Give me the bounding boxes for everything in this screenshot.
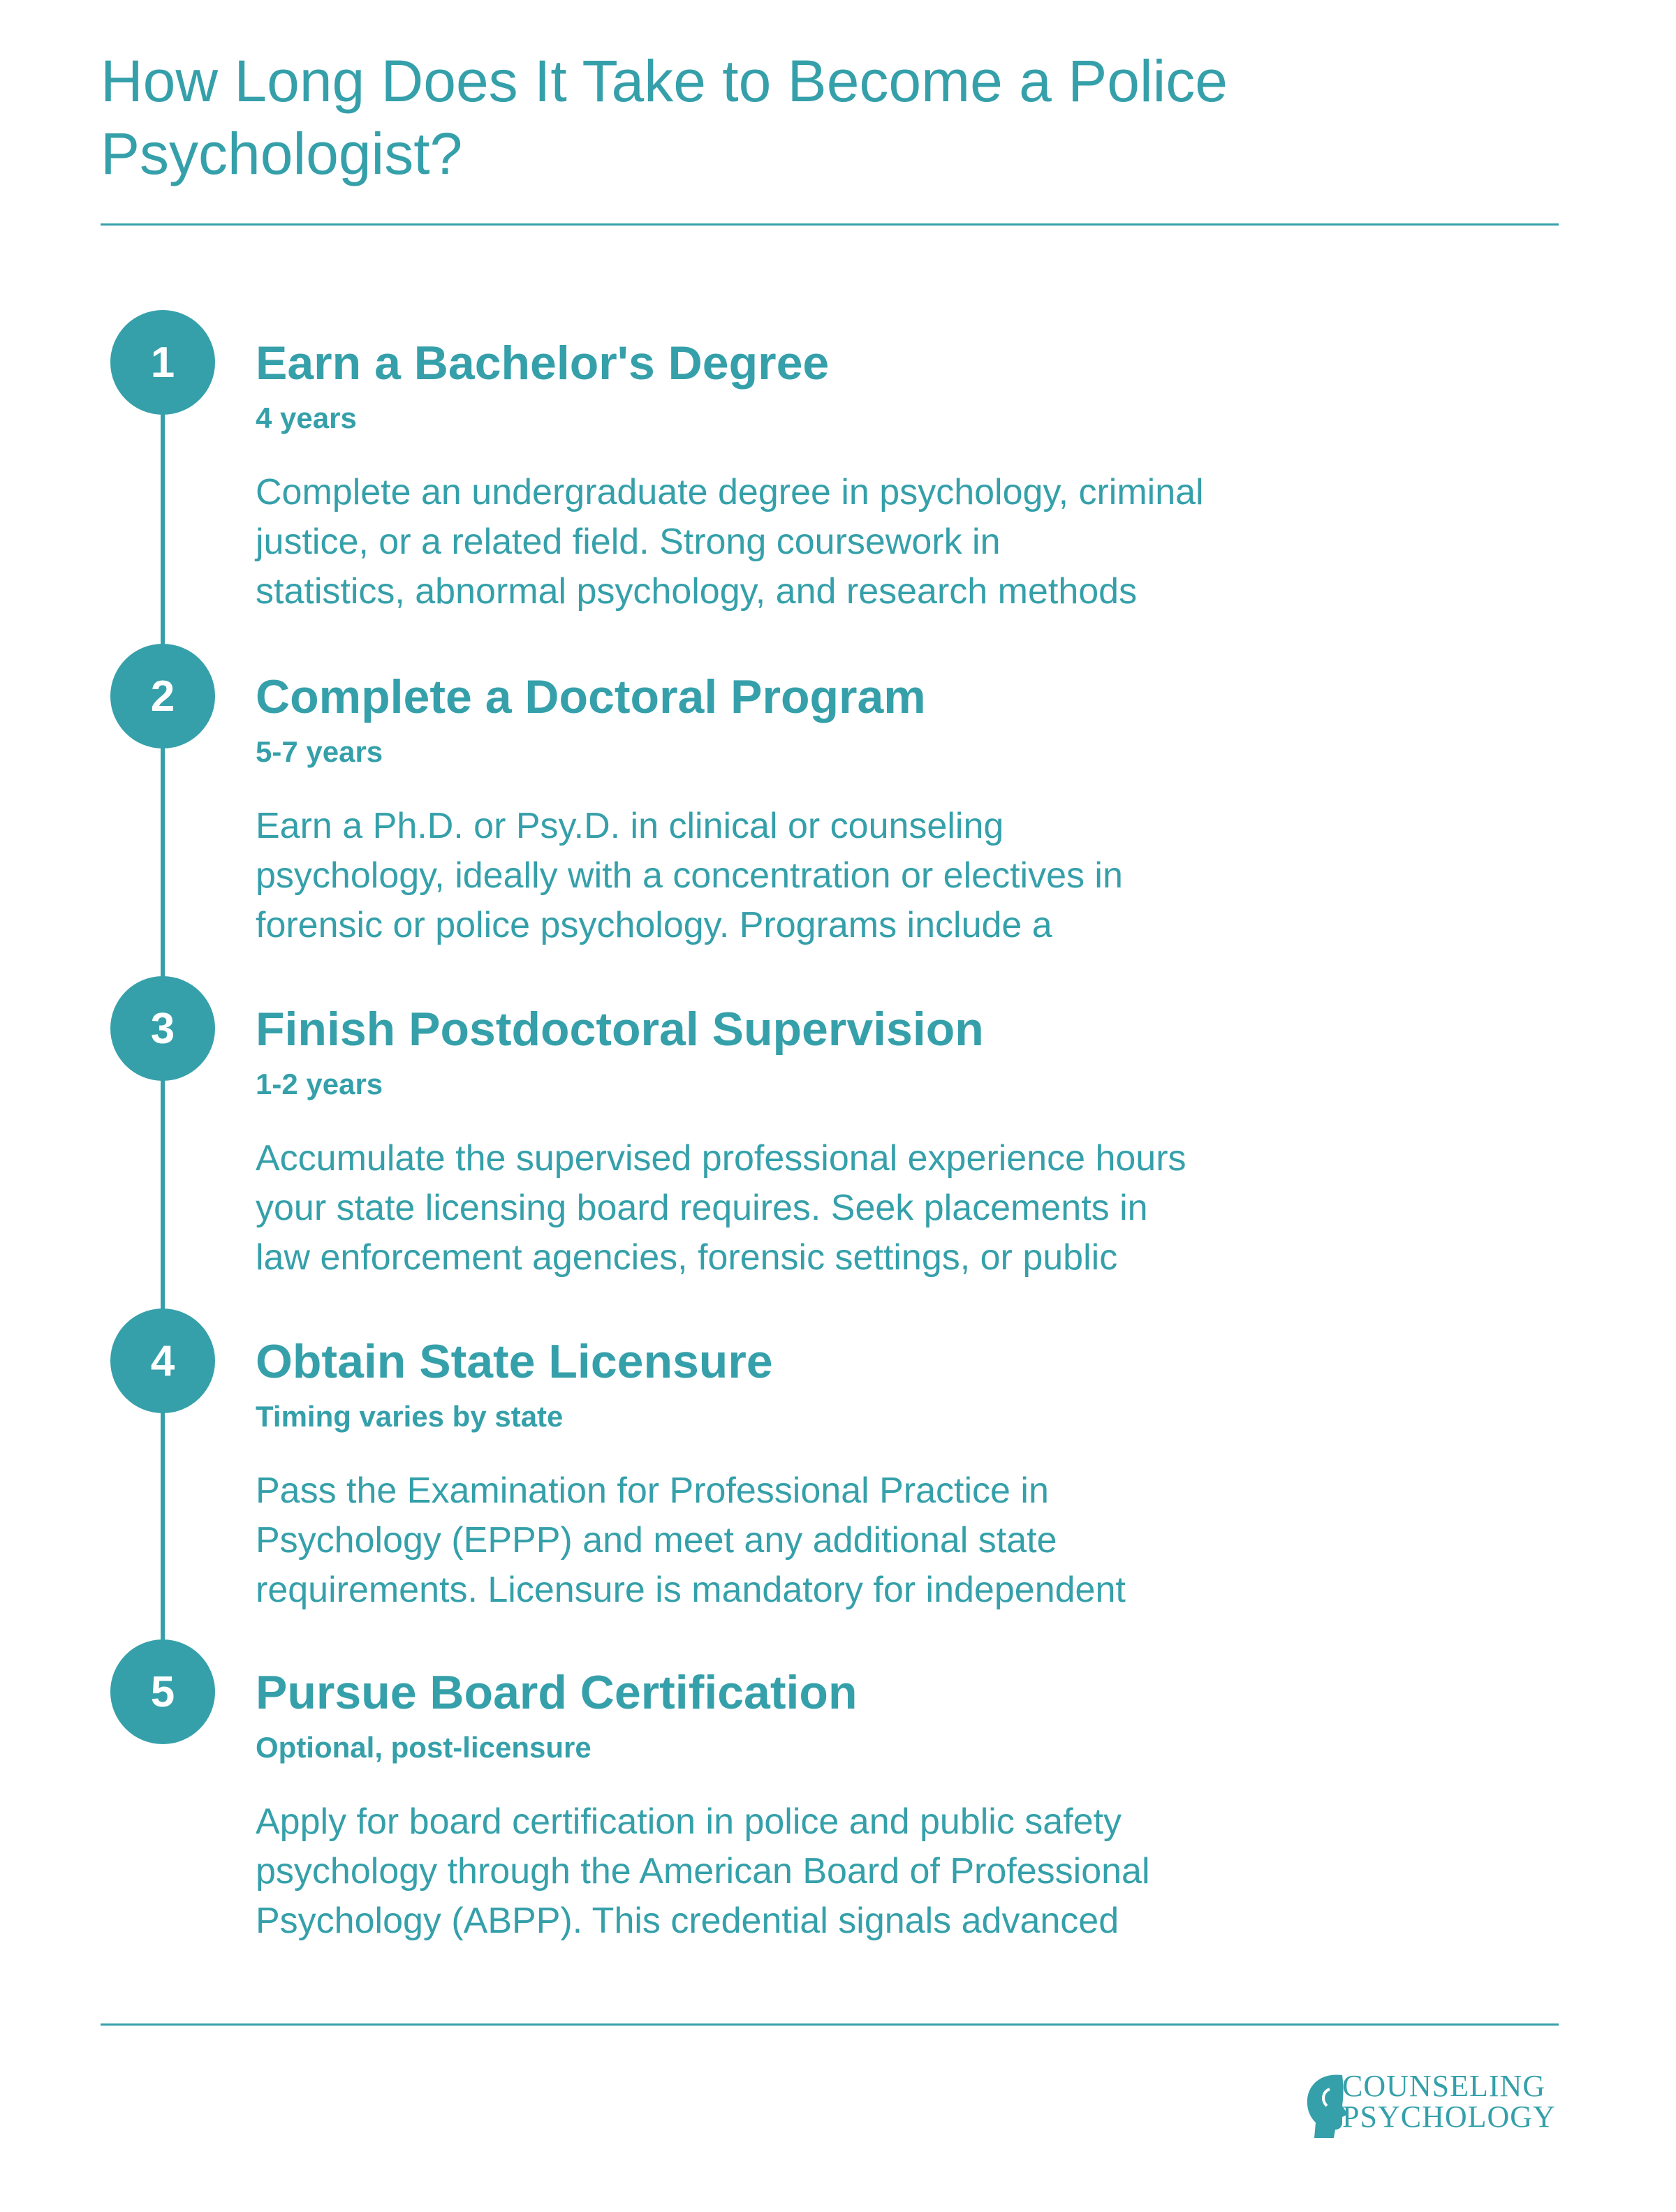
step-title: Complete a Doctoral Program bbox=[256, 670, 926, 723]
step-duration: Optional, post-licensure bbox=[256, 1731, 591, 1764]
description-line: Accumulate the supervised professional experience hours bbox=[256, 1138, 1186, 1179]
logo-line-2: PSYCHOLOGY bbox=[1342, 2100, 1556, 2134]
description-line: Psychology (EPPP) and meet any additional state bbox=[256, 1520, 1057, 1561]
logo-line-1: COUNSELING bbox=[1342, 2069, 1546, 2103]
step-duration: 5-7 years bbox=[256, 735, 383, 768]
description-line: psychology, ideally with a concentration or electives in bbox=[256, 855, 1123, 896]
step-description bbox=[256, 1797, 1345, 1946]
description-line: law enforcement agencies, forensic settings, or public bbox=[256, 1237, 1118, 1278]
counseling-psychology-logo bbox=[1299, 2068, 1564, 2152]
step-description bbox=[256, 802, 1345, 950]
step-title: Obtain State Licensure bbox=[256, 1335, 773, 1388]
step-duration: Timing varies by state bbox=[256, 1400, 564, 1433]
step-description bbox=[256, 1466, 1345, 1615]
step-number-badge: 2 bbox=[110, 644, 215, 749]
description-line: statistics, abnormal psychology, and research methods bbox=[256, 571, 1138, 612]
step-title: Finish Postdoctoral Supervision bbox=[256, 1003, 984, 1056]
description-line: your state licensing board requires. Seek placements in bbox=[256, 1188, 1148, 1228]
description-line: Earn a Ph.D. or Psy.D. in clinical or counseling bbox=[256, 806, 1004, 846]
step-number-badge: 3 bbox=[110, 976, 215, 1081]
step-number-badge: 5 bbox=[110, 1639, 215, 1744]
step-duration: 4 years bbox=[256, 401, 357, 434]
footer-divider bbox=[101, 2023, 1559, 2026]
step-title: Earn a Bachelor's Degree bbox=[256, 337, 830, 390]
description-line: justice, or a related field. Strong coursework in bbox=[256, 522, 1001, 562]
description-line: psychology through the American Board of Professional bbox=[256, 1851, 1150, 1892]
description-line: Apply for board certification in police and public safety bbox=[256, 1801, 1122, 1842]
header-divider bbox=[101, 223, 1559, 226]
description-line: Pass the Examination for Professional Practice in bbox=[256, 1470, 1049, 1511]
description-line: Complete an undergraduate degree in psychology, criminal bbox=[256, 472, 1204, 513]
step-description bbox=[256, 1134, 1345, 1283]
page-title: How Long Does It Take to Become a Police Psychologist? bbox=[101, 48, 1228, 186]
step-description bbox=[256, 468, 1345, 617]
step-duration: 1-2 years bbox=[256, 1068, 383, 1100]
description-line: Psychology (ABPP). This credential signals advanced bbox=[256, 1901, 1119, 1941]
step-number-badge: 4 bbox=[110, 1308, 215, 1413]
description-line: forensic or police psychology. Programs include a bbox=[256, 905, 1052, 945]
step-number-badge: 1 bbox=[110, 310, 215, 415]
description-line: requirements. Licensure is mandatory for independent bbox=[256, 1570, 1126, 1610]
step-title: Pursue Board Certification bbox=[256, 1666, 858, 1719]
